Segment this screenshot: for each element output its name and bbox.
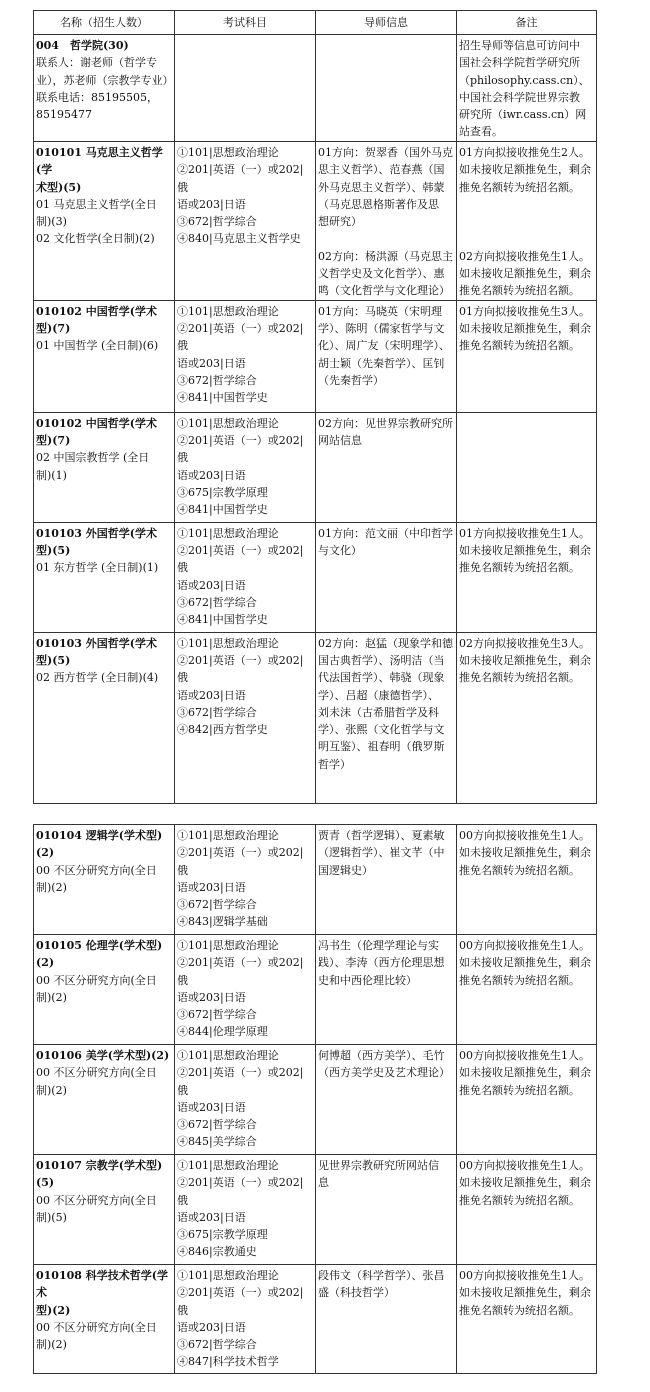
cell-line: 02方向拟接收推免生1人。	[459, 249, 590, 263]
cell-line: ④841|中国哲学史	[177, 613, 268, 627]
cell-line: 00方向拟接收推免生1人。	[459, 1049, 590, 1062]
subjects-cell	[175, 300, 316, 412]
cell-line: ④842|西方哲学史	[177, 723, 268, 737]
cell-line: ②201|英语（一）或202|俄	[177, 653, 304, 685]
cell-line: 01方向拟接收推免生2人。	[459, 146, 590, 159]
table-row	[34, 1155, 597, 1265]
cell-line: 推免名额转为统招名额。	[459, 180, 580, 194]
cell-line: 站查看。	[459, 125, 503, 139]
cell-line: ②201|英语（一）或202|俄	[177, 846, 304, 877]
subjects-cell	[175, 35, 316, 142]
cell-line: 段伟文（科学哲学）、张昌	[318, 1269, 445, 1282]
table-row	[34, 1265, 597, 1374]
cell-line: 如未接收足额推免生，剩余	[459, 1066, 591, 1080]
cell-line: 语或203|日语	[177, 1320, 246, 1334]
cell-line: 00方向拟接收推免生1人。	[459, 829, 590, 842]
cell-line: 语或203|日语	[177, 1210, 246, 1224]
cell-line: 00方向拟接收推免生1人。	[459, 939, 590, 952]
cell-line: 联系电话：85195505，	[36, 90, 158, 104]
cell-line: 推免名额转为统招名额。	[459, 284, 580, 298]
cell-line: ②201|英语（一）或202|俄	[177, 1176, 304, 1207]
cell-line: ④841|中国哲学史	[177, 503, 268, 517]
cell-line: ①101|思想政治理论	[177, 1159, 279, 1172]
subjects-cell	[175, 412, 316, 522]
subjects-cell	[175, 825, 316, 935]
subjects-cell	[175, 522, 316, 632]
cell-line: 010102 中国哲学(学术	[36, 304, 157, 318]
cell-line: 制)(2)	[36, 1083, 67, 1097]
cell-line: ④841|中国哲学史	[177, 391, 268, 405]
cell-line	[459, 213, 594, 230]
cell-line: 制)(2)	[36, 990, 67, 1004]
cell-line: 制)(2)	[36, 1338, 67, 1352]
cell-line: 联系人：谢老师（哲学专	[36, 56, 157, 70]
cell-line: 00 不区分研究方向(全日	[36, 1320, 157, 1334]
cell-line: 型)(7)	[36, 433, 71, 447]
cell-line: 010102 中国哲学(学术	[36, 416, 157, 430]
notes-cell	[457, 300, 597, 412]
cell-line: 明互鉴）、祖春明（俄罗斯	[318, 740, 445, 754]
cell-line: ③672|哲学综合	[177, 215, 257, 229]
cell-line: ④840|马克思主义哲学史	[177, 232, 301, 246]
cell-line: ①101|思想政治理论	[177, 416, 279, 430]
cell-line: 02方向：杨洪源（马克思主	[318, 249, 453, 263]
cell-line: 制)(2)	[36, 880, 67, 894]
cell-line: 推免名额转为统招名额。	[459, 561, 580, 575]
subjects-cell	[175, 1265, 316, 1374]
cell-line: 010104 逻辑学(学术型)(2)	[36, 829, 163, 860]
cell-line: （逻辑哲学）、崔文芊（中	[318, 846, 445, 860]
cell-line: ④846|宗教通史	[177, 1245, 257, 1259]
table-row	[34, 632, 597, 803]
cell-line: 学）、张熙（文化哲学与文	[318, 723, 445, 737]
cell-line: 010106 美学(学术型)(2)	[36, 1049, 170, 1062]
cell-line: （先秦哲学）	[318, 373, 384, 387]
cell-line: ③672|哲学综合	[177, 1338, 257, 1352]
cell-line: 010103 外国哲学(学术	[36, 636, 157, 650]
cell-line: ②201|英语（一）或202|俄	[177, 1066, 304, 1097]
tutors-cell	[316, 522, 457, 632]
cell-line: 00方向拟接收推免生1人。	[459, 1159, 590, 1172]
cell-line: 冯书生（伦理学理论与实	[318, 939, 439, 952]
subjects-cell	[175, 1045, 316, 1155]
subjects-cell	[175, 632, 316, 803]
cell-line: 02 中国宗教哲学 (全日	[36, 451, 150, 465]
cell-line: 01方向：马晓英（宋明理	[318, 304, 442, 318]
subjects-cell	[175, 142, 316, 301]
notes-cell	[457, 825, 597, 935]
cell-line: ④847|科学技术哲学	[177, 1355, 279, 1369]
tutors-cell	[316, 825, 457, 935]
cell-line: 见世界宗教研究所网站信	[318, 1159, 439, 1172]
cell-line: 010105 伦理学(学术型)(2)	[36, 939, 163, 970]
tutors-cell	[316, 1045, 457, 1155]
cell-line: 语或203|日语	[177, 880, 246, 894]
notes-cell	[457, 1045, 597, 1155]
table-row	[34, 142, 597, 301]
cell-line: 如未接收足额推免生，剩余	[459, 543, 591, 557]
name-cell	[34, 632, 175, 803]
cell-line: 01方向：贺翠香（国外马克	[318, 146, 453, 159]
cell-line	[459, 196, 594, 213]
cell-line: 00方向拟接收推免生1人。	[459, 1269, 590, 1282]
cell-line: 004 哲学院(30)	[36, 39, 129, 52]
cell-line: 语或203|日语	[177, 688, 246, 702]
cell-line: 语或203|日语	[177, 468, 246, 482]
cell-line: 01 东方哲学 (全日制)(1)	[36, 561, 159, 575]
admissions-table-part1	[33, 10, 597, 804]
name-cell	[34, 1265, 175, 1374]
notes-cell	[457, 142, 597, 301]
admissions-table-part2	[33, 824, 597, 1374]
cell-line: 思主义哲学）、范春燕（国	[318, 163, 445, 177]
cell-line: 中国社会科学院世界宗教	[459, 90, 580, 104]
cell-line: 刘未沫（古希腊哲学及科	[318, 705, 439, 719]
cell-line: 想研究）	[318, 215, 362, 229]
cell-line: 制)(1)	[36, 468, 67, 482]
cell-line: 史和中西伦理比较）	[318, 973, 417, 987]
cell-line: ①101|思想政治理论	[177, 1049, 279, 1062]
cell-line: ②201|英语（一）或202|俄	[177, 1286, 304, 1317]
cell-line: 01方向拟接收推免生3人。	[459, 304, 590, 318]
cell-line: ④845|美学综合	[177, 1135, 257, 1149]
cell-line: 国社会科学院哲学研究所	[459, 56, 580, 70]
cell-line: 息	[318, 1176, 329, 1190]
table-row	[34, 300, 597, 412]
notes-cell	[457, 1155, 597, 1265]
name-cell	[34, 1045, 175, 1155]
cell-line: ③672|哲学综合	[177, 705, 257, 719]
cell-line: 学）、陈明（儒家哲学与文	[318, 321, 445, 335]
tutors-cell	[316, 412, 457, 522]
cell-line: 义哲学史及文化哲学）、惠	[318, 267, 445, 281]
cell-line: 01方向拟接收推免生1人。	[459, 526, 590, 540]
cell-line: 国逻辑史）	[318, 863, 373, 877]
cell-line: 代法国哲学）、韩骁（现象	[318, 671, 445, 685]
cell-line: ③672|哲学综合	[177, 373, 257, 387]
table-row	[34, 825, 597, 935]
cell-line: 如未接收足额推免生，剩余	[459, 653, 591, 667]
table-row	[34, 935, 597, 1045]
cell-line: （马克思恩格斯著作及思	[318, 197, 439, 211]
cell-line: 制)(3)	[36, 215, 67, 229]
subjects-cell	[175, 935, 316, 1045]
name-cell	[34, 300, 175, 412]
cell-line: 与文化）	[318, 543, 362, 557]
cell-line: ④843|逻辑学基础	[177, 915, 268, 929]
header-notes: 备注	[457, 11, 597, 35]
cell-line: 语或203|日语	[177, 197, 246, 211]
cell-line: 如未接收足额推免生，剩余	[459, 1176, 591, 1190]
cell-line: ③672|哲学综合	[177, 1118, 257, 1132]
cell-line: 02方向拟接收推免生3人。	[459, 636, 590, 650]
header-subjects: 考试科目	[175, 11, 316, 35]
cell-line: 业），苏老师（宗教学专业）	[36, 73, 174, 87]
cell-line: 02方向：见世界宗教研究所	[318, 416, 453, 430]
cell-line: ②201|英语（一）或202|俄	[177, 543, 304, 575]
cell-line: 型)(5)	[36, 543, 71, 557]
cell-line: 胡士颖（先秦哲学）、匡钊	[318, 356, 445, 370]
cell-line: 术型)(5)	[36, 180, 82, 194]
name-cell	[34, 35, 175, 142]
name-cell	[34, 1155, 175, 1265]
cell-line: 02 文化哲学(全日制)(2)	[36, 232, 155, 246]
cell-line: ②201|英语（一）或202|俄	[177, 433, 304, 465]
cell-line: 盛（科技哲学）	[318, 1286, 395, 1300]
cell-line: （philosophy.cass.cn）、	[459, 73, 590, 87]
cell-line: 语或203|日语	[177, 356, 246, 370]
cell-line: ③675|宗教学原理	[177, 1228, 268, 1242]
cell-line: ③672|哲学综合	[177, 898, 257, 912]
cell-line: 02方向：赵猛（现象学和德	[318, 636, 453, 650]
cell-line: ③672|哲学综合	[177, 595, 257, 609]
cell-line: 推免名额转为统招名额。	[459, 339, 580, 353]
notes-cell	[457, 522, 597, 632]
cell-line	[318, 230, 454, 247]
name-cell	[34, 825, 175, 935]
cell-line: 00 不区分研究方向(全日	[36, 973, 157, 987]
notes-cell	[457, 1265, 597, 1374]
cell-line: ②201|英语（一）或202|俄	[177, 321, 304, 353]
cell-line: 外马克思主义哲学）、韩蒙	[318, 180, 445, 194]
cell-line: 如未接收足额推免生，剩余	[459, 846, 591, 860]
cell-line: 如未接收足额推免生，剩余	[459, 267, 591, 281]
cell-line: 语或203|日语	[177, 990, 246, 1004]
cell-line: 推免名额转为统招名额。	[459, 671, 580, 685]
cell-line: 语或203|日语	[177, 1100, 246, 1114]
notes-cell	[457, 632, 597, 803]
cell-line: 制)(5)	[36, 1210, 67, 1224]
cell-line: ①101|思想政治理论	[177, 526, 279, 540]
cell-line: ①101|思想政治理论	[177, 304, 279, 318]
cell-line: 00 不区分研究方向(全日	[36, 1066, 157, 1080]
cell-line: 01方向：范文丽（中印哲学	[318, 526, 453, 540]
cell-line: ①101|思想政治理论	[177, 636, 279, 650]
cell-line: 型)(5)	[36, 653, 71, 667]
tutors-cell	[316, 935, 457, 1045]
cell-line: 如未接收足额推免生，剩余	[459, 956, 591, 970]
notes-cell	[457, 935, 597, 1045]
cell-line: 鸣（文化哲学与文化理论）	[318, 284, 450, 298]
cell-line: 01 马克思主义哲学(全日	[36, 197, 157, 211]
cell-line: 010101 马克思主义哲学(学	[36, 146, 163, 177]
cell-line: 哲学）	[318, 757, 351, 771]
cell-line: 招生导师等信息可访问中	[459, 39, 580, 52]
table-row	[34, 1045, 597, 1155]
cell-line: 00 不区分研究方向(全日	[36, 863, 157, 877]
cell-line: 85195477	[36, 108, 92, 122]
cell-line: 推免名额转为统招名额。	[459, 863, 580, 877]
cell-line: ①101|思想政治理论	[177, 939, 279, 952]
name-cell	[34, 935, 175, 1045]
cell-line: ③672|哲学综合	[177, 1008, 257, 1022]
cell-line: 010103 外国哲学(学术	[36, 526, 157, 540]
cell-line: 贾青（哲学逻辑）、夏素敏	[318, 829, 445, 842]
table-row	[34, 522, 597, 632]
cell-line: 型)(7)	[36, 321, 71, 335]
header-tutors: 导师信息	[316, 11, 457, 35]
cell-line: 00 不区分研究方向(全日	[36, 1193, 157, 1207]
cell-line: 02 西方哲学 (全日制)(4)	[36, 671, 159, 685]
cell-line: 010107 宗教学(学术型)(5)	[36, 1159, 163, 1190]
cell-line: 如未接收足额推免生，剩余	[459, 321, 591, 335]
cell-line: 如未接收足额推免生，剩余	[459, 1286, 591, 1300]
name-cell	[34, 142, 175, 301]
cell-line: 型)(2)	[36, 1303, 71, 1317]
cell-line: 推免名额转为统招名额。	[459, 1303, 580, 1317]
tutors-cell	[316, 632, 457, 803]
notes-cell	[457, 412, 597, 522]
cell-line: 学）、吕超（康德哲学）、	[318, 688, 439, 702]
cell-line: 国古典哲学）、汤明洁（当	[318, 653, 445, 667]
subjects-cell	[175, 1155, 316, 1265]
name-cell	[34, 412, 175, 522]
cell-line: 践）、李涛（西方伦理思想	[318, 956, 445, 970]
cell-line: ①101|思想政治理论	[177, 146, 279, 159]
cell-line: ①101|思想政治理论	[177, 829, 279, 842]
cell-line: ①101|思想政治理论	[177, 1269, 279, 1282]
table-row	[34, 412, 597, 522]
name-cell	[34, 522, 175, 632]
cell-line: 如未接收足额推免生，剩余	[459, 163, 591, 177]
cell-line: ④844|伦理学原理	[177, 1025, 268, 1039]
cell-line: 01 中国哲学 (全日制)(6)	[36, 339, 159, 353]
tutors-cell	[316, 35, 457, 142]
cell-line: 化）、周广友（宋明理学）、	[318, 339, 450, 353]
cell-line: 语或203|日语	[177, 578, 246, 592]
cell-line: ②201|英语（一）或202|俄	[177, 163, 304, 194]
cell-line: 网站信息	[318, 433, 362, 447]
cell-line: （西方美学史及艺术理论）	[318, 1066, 450, 1080]
cell-line: ③675|宗教学原理	[177, 485, 268, 499]
tutors-cell	[316, 300, 457, 412]
cell-line	[459, 230, 594, 247]
header-name: 名称（招生人数）	[34, 11, 175, 35]
tutors-cell	[316, 1155, 457, 1265]
cell-line: 研究所（iwr.cass.cn）网	[459, 108, 587, 122]
header-row	[34, 11, 597, 35]
cell-line: 010108 科学技术哲学(学术	[36, 1269, 168, 1300]
tutors-cell	[316, 142, 457, 301]
cell-line: ②201|英语（一）或202|俄	[177, 956, 304, 987]
notes-cell	[457, 35, 597, 142]
table-row	[34, 35, 597, 142]
cell-line: 推免名额转为统招名额。	[459, 1193, 580, 1207]
cell-line: 推免名额转为统招名额。	[459, 1083, 580, 1097]
cell-line: 何博超（西方美学）、毛竹	[318, 1049, 445, 1062]
cell-line: 推免名额转为统招名额。	[459, 973, 580, 987]
tutors-cell	[316, 1265, 457, 1374]
